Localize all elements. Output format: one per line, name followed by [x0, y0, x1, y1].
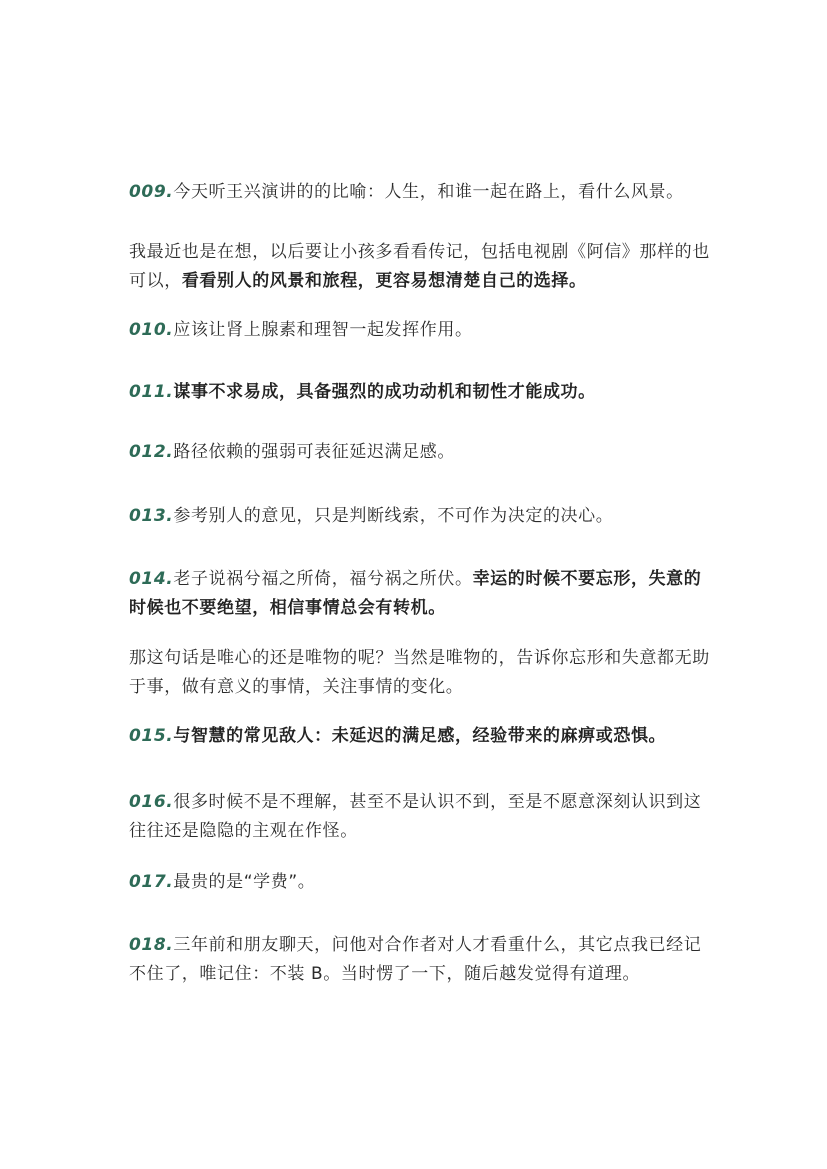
note-016 — [129, 788, 714, 846]
entry-number: 009. — [129, 182, 174, 202]
note-013 — [129, 502, 714, 531]
note-014-followup — [129, 644, 714, 702]
note-009 — [129, 178, 714, 207]
entry-text: 今天听王兴演讲的的比喻：人生，和谁一起在路上，看什么风景。 — [173, 182, 684, 202]
entry-number: 015. — [129, 726, 174, 746]
entry-text: 很多时候不是不理解，甚至不是认识不到，至是不愿意深刻认识到这往往还是隐隐的主观在作怪。 — [129, 792, 702, 841]
entry-number: 011. — [129, 382, 174, 402]
entry-text: 那这句话是唯心的还是唯物的呢？当然是唯物的，告诉你忘形和失意都无助于事，做有意义的事情，关注事情的变化。 — [129, 648, 710, 697]
entry-number: 012. — [129, 442, 174, 462]
note-010 — [129, 316, 714, 345]
note-012 — [129, 438, 714, 467]
entry-text: 路径依赖的强弱可表征延迟满足感。 — [173, 442, 455, 462]
note-017 — [129, 868, 714, 897]
entry-number: 014. — [129, 569, 174, 589]
entry-text: 老子说祸兮福之所倚，福兮祸之所伏。 — [173, 569, 473, 589]
note-014 — [129, 565, 714, 623]
entry-text: 最贵的是“学费”。 — [173, 872, 316, 892]
entry-text-bold: 幸运的时候不要忘形，失意的时候也不要绝望，相信事情总会有转机。 — [129, 569, 702, 618]
entry-text: 三年前和朋友聊天，问他对合作者对人才看重什么，其它点我已经记不住了，唯记住：不装 B。当时愣了一下，随后越发觉得有道理。 — [129, 935, 702, 984]
entry-number: 013. — [129, 506, 174, 526]
entry-number: 018. — [129, 935, 174, 955]
note-018 — [129, 931, 714, 989]
entry-text-bold: 看看别人的风景和旅程，更容易想清楚自己的选择。 — [181, 271, 587, 291]
entry-number: 016. — [129, 792, 174, 812]
entry-text-bold: 与智慧的常见敌人：未延迟的满足感，经验带来的麻痹或恐惧。 — [173, 726, 667, 746]
entry-number: 010. — [129, 320, 174, 340]
entry-text: 应该让肾上腺素和理智一起发挥作用。 — [173, 320, 473, 340]
note-015 — [129, 722, 714, 751]
note-011 — [129, 378, 714, 407]
entry-text-bold: 谋事不求易成，具备强烈的成功动机和韧性才能成功。 — [173, 382, 596, 402]
entry-text: 参考别人的意见，只是判断线索，不可作为决定的决心。 — [173, 506, 614, 526]
entry-text: 我最近也是在想，以后要让小孩多看看传记，包括电视剧《阿信》那样的也可以， — [129, 242, 710, 291]
note-009-followup — [129, 238, 714, 296]
entry-number: 017. — [129, 872, 174, 892]
